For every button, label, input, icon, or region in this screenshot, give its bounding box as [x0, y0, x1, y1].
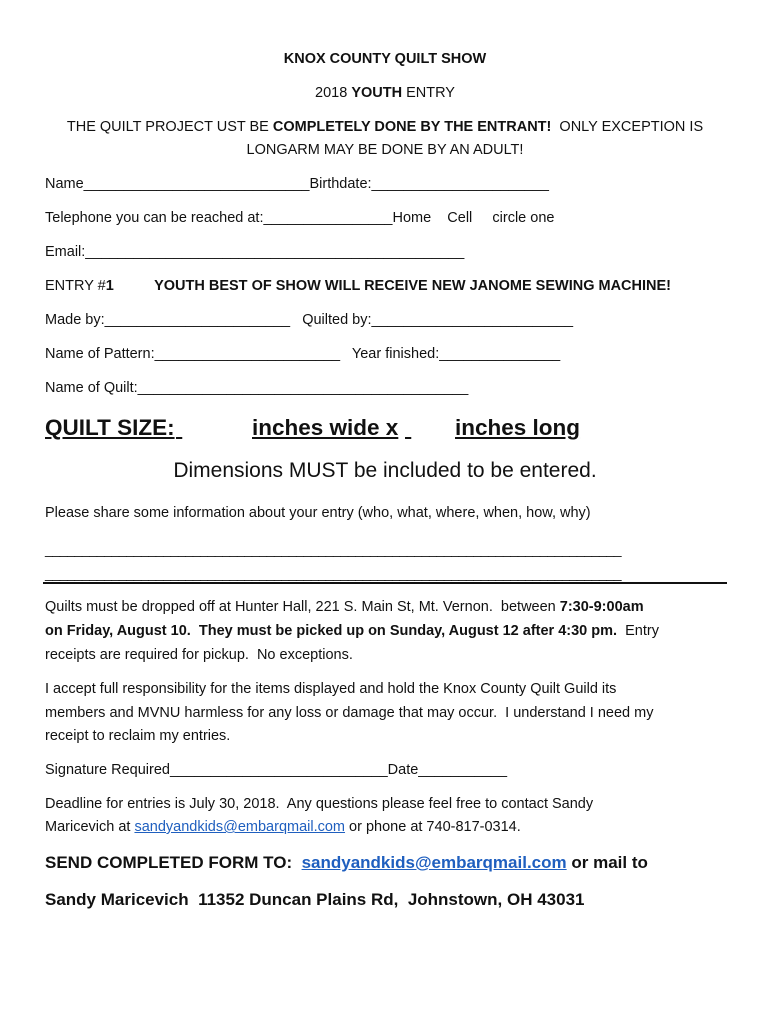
prize-announcement: YOUTH BEST OF SHOW WILL RECEIVE NEW JANOME SEWING MACHINE!	[154, 278, 672, 294]
inches-wide-label: inches wide x	[252, 415, 399, 440]
requirement-notice-line2: LONGARM MAY BE DONE BY AN ADULT!	[246, 142, 524, 158]
dropoff-line-2: on Friday, August 10. They must be picked up on Sunday, August 12 after 4:30 pm. Entry	[45, 623, 659, 639]
pattern-year-field[interactable]: Name of Pattern:_______________________ Year finished:_______________	[45, 346, 561, 362]
name-birthdate-field[interactable]: Name____________________________Birthdate:______________________	[45, 176, 549, 192]
requirement-notice: THE QUILT PROJECT UST BE COMPLETELY DONE BY THE ENTRANT! ONLY EXCEPTION IS	[66, 119, 704, 135]
section-divider	[43, 582, 727, 584]
quilt-name-field[interactable]: Name of Quilt:_________________________________________	[45, 380, 469, 396]
quilt-size-heading: QUILT SIZE:	[45, 415, 175, 440]
send-email-link[interactable]: sandyandkids@embarqmail.com	[301, 853, 567, 872]
liability-line-3: receipt to reclaim my entries.	[45, 728, 231, 744]
inches-long-label: inches long	[455, 415, 581, 440]
dimensions-notice: Dimensions MUST be included to be entered.	[173, 459, 597, 482]
entry-story-prompt: Please share some information about your entry (who, what, where, when, how, why)	[45, 505, 591, 521]
liability-line-1: I accept full responsibility for the items displayed and hold the Knox County Quilt Guild its	[45, 681, 617, 697]
email-field[interactable]: Email:_______________________________________________	[45, 244, 465, 260]
dropoff-line-3: receipts are required for pickup. No exceptions.	[45, 647, 353, 663]
deadline-line-2: Maricevich at sandyandkids@embarqmail.com or phone at 740-817-0314.	[45, 819, 521, 835]
send-form-line: SEND COMPLETED FORM TO: sandyandkids@embarqmail.com or mail to	[45, 853, 648, 872]
telephone-field[interactable]: Telephone you can be reached at:________________Home Cell circle one	[45, 210, 555, 226]
entry-story-line-1[interactable]: ______________________________________________________________________________	[45, 541, 622, 557]
entry-story-line-2[interactable]: ______________________________________________________________________________	[45, 565, 622, 581]
contact-email-link[interactable]: sandyandkids@embarqmail.com	[134, 819, 346, 835]
length-blank[interactable]	[405, 413, 455, 443]
entry-line: ENTRY #1 YOUTH BEST OF SHOW WILL RECEIVE NEW JANOME SEWING MACHINE!	[45, 278, 672, 294]
deadline-line-1: Deadline for entries is July 30, 2018. Any questions please feel free to contact Sandy	[45, 796, 594, 812]
width-blank[interactable]	[176, 413, 252, 443]
form-title: KNOX COUNTY QUILT SHOW	[283, 51, 487, 67]
made-by-quilted-by-field[interactable]: Made by:_______________________ Quilted by:_________________________	[45, 312, 574, 328]
mailing-address: Sandy Maricevich 11352 Duncan Plains Rd, Johnstown, OH 43031	[45, 890, 585, 909]
signature-date-field[interactable]: Signature Required___________________________Date___________	[45, 762, 508, 778]
form-subtitle: 2018 YOUTH ENTRY	[315, 85, 455, 101]
dropoff-line-1: Quilts must be dropped off at Hunter Hall, 221 S. Main St, Mt. Vernon. between 7:30-9:00am	[45, 599, 644, 615]
liability-line-2: members and MVNU harmless for any loss or damage that may occur. I understand I need my	[45, 705, 654, 721]
